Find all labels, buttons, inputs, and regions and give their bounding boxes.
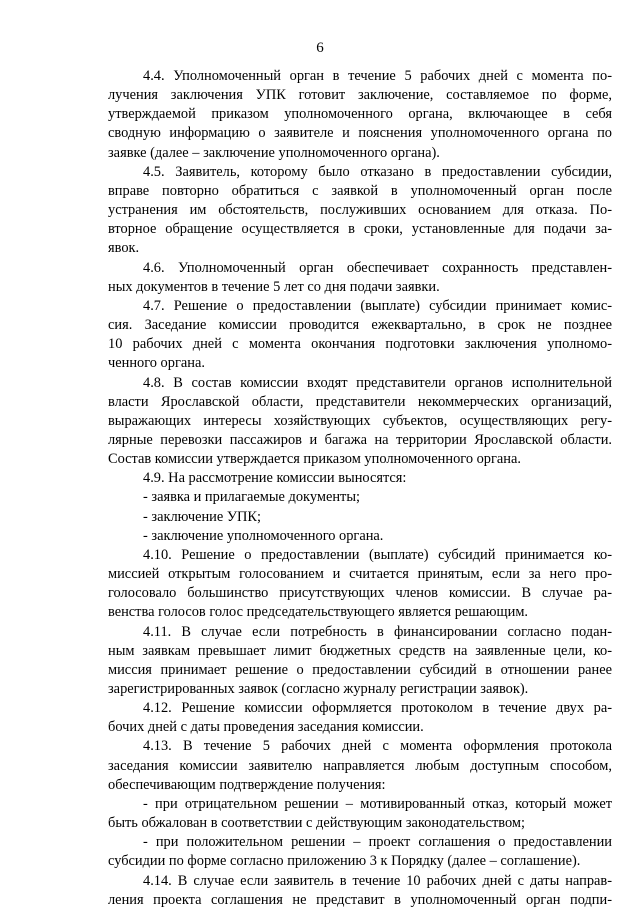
paragraph-4-9 — [108, 469, 612, 488]
text-line: выражающих интересы хозяйствующих субъектов, осуществляющих регу- — [108, 412, 612, 429]
text-line: утверждаемой приказом уполномоченного органа, включающее в себя — [108, 106, 612, 123]
text-line: 4.4. Уполномоченный орган в течение 5 рабочих дней с момента по- — [143, 68, 612, 84]
text-line: вправе повторно обратиться с заявкой в уполномоченный орган после — [108, 182, 612, 199]
text-line: - при положительном решении – проект соглашения о предоставлении — [143, 834, 612, 851]
paragraph-4-9-a — [108, 488, 612, 507]
text-line: - при отрицательном решении – мотивированный отказ, который может — [143, 795, 612, 812]
text-line: 4.11. В случае если потребность в финансировании согласно подан- — [143, 623, 612, 640]
text-line: голосовало большинство присутствующих членов комиссии. В случае ра- — [108, 585, 612, 602]
text-line: 4.5. Заявитель, которому было отказано в предоставлении субсидии, — [143, 163, 612, 180]
text-line: обеспечивающим подтверждение получения: — [108, 776, 386, 793]
text-line: 10 рабочих дней с момента окончания подготовки заключения уполномо- — [108, 336, 612, 353]
text-line: Состав комиссии утверждается приказом уполномоченного органа. — [108, 451, 521, 468]
page-number: 6 — [316, 40, 324, 56]
text-line: сия. Заседание комиссии проводится ежеквартально, в срок не позднее — [108, 317, 612, 334]
paragraph-4-13 — [108, 737, 612, 794]
text-line: ления проекта соглашения не представит в уполномоченный орган подпи- — [108, 891, 612, 908]
text-line: 4.8. В состав комиссии входят представители органов исполнительной — [143, 374, 612, 391]
text-line: устранения им обстоятельств, послуживших основанием для отказа. По- — [108, 202, 612, 219]
text-line: венства голосов голос председательствующего является решающим. — [108, 604, 529, 621]
text-line: субсидии по форме согласно приложению 3 к Порядку (далее – соглашение). — [108, 853, 581, 870]
paragraph-4-14 — [108, 872, 612, 910]
paragraph-4-11 — [108, 623, 612, 700]
paragraph-4-13-b — [108, 833, 612, 871]
text-line: бочих дней с даты проведения заседания комиссии. — [108, 719, 424, 736]
document-body — [108, 67, 612, 910]
text-line: лучения заключения УПК готовит заключение, составляемое по форме, — [108, 87, 612, 104]
text-line: - заявка и прилагаемые документы; — [143, 489, 360, 506]
text-line: миссией открытым голосованием и считается принятым, если за него про- — [108, 566, 612, 583]
text-line: 4.7. Решение о предоставлении (выплате) субсидии принимает комис- — [143, 297, 612, 314]
paragraph-4-13-a — [108, 795, 612, 833]
text-line: 4.13. В течение 5 рабочих дней с момента оформления протокола — [143, 738, 612, 755]
paragraph-4-12 — [108, 699, 612, 737]
text-line: власти Ярославской области, представители некоммерческих организаций, — [108, 393, 612, 410]
text-line: ченного органа. — [108, 355, 205, 372]
text-line: 4.12. Решение комиссии оформляется протоколом в течение двух ра- — [143, 700, 612, 717]
text-line: явок. — [108, 240, 140, 257]
paragraph-4-9-c — [108, 527, 612, 546]
text-line: сводную информацию о заявителе и пояснения уполномоченного органа по — [108, 125, 612, 142]
paragraph-4-8 — [108, 374, 612, 470]
text-line: - заключение уполномоченного органа. — [143, 527, 384, 544]
paragraph-4-10 — [108, 546, 612, 623]
paragraph-4-9-b — [108, 508, 612, 527]
text-line: лярные перевозки пассажиров и багажа на территории Ярославской области. — [108, 431, 612, 448]
text-line: зарегистрированных заявок (согласно журналу регистрации заявок). — [108, 681, 529, 697]
paragraph-4-7 — [108, 297, 612, 374]
text-line: заявке (далее – заключение уполномоченного органа). — [108, 144, 440, 161]
text-line: заседания комиссии заявителю направляется любым доступным способом, — [108, 757, 612, 774]
text-line: быть обжалован в соответствии с действующим законодательством; — [108, 815, 525, 832]
text-line: ных документов в течение 5 лет со дня подачи заявки. — [108, 278, 440, 295]
text-line: 4.9. На рассмотрение комиссии выносятся: — [143, 470, 407, 487]
text-line: 4.14. В случае если заявитель в течение 10 рабочих дней с даты направ- — [143, 872, 612, 889]
text-line: ным заявкам превышает лимит бюджетных средств на заявленные цели, ко- — [108, 642, 612, 659]
text-line: вторное обращение осуществляется в сроки, установленные для подачи за- — [108, 221, 612, 238]
text-line: 4.10. Решение о предоставлении (выплате) субсидий принимается ко- — [143, 546, 612, 563]
text-line: - заключение УПК; — [143, 508, 262, 525]
paragraph-4-5 — [108, 163, 612, 259]
text-line: миссия принимает решение о предоставлении субсидий в отношении ранее — [108, 661, 612, 678]
text-line: 4.6. Уполномоченный орган обеспечивает сохранность представлен- — [143, 259, 612, 276]
paragraph-4-4 — [108, 67, 612, 163]
paragraph-4-6 — [108, 259, 612, 297]
